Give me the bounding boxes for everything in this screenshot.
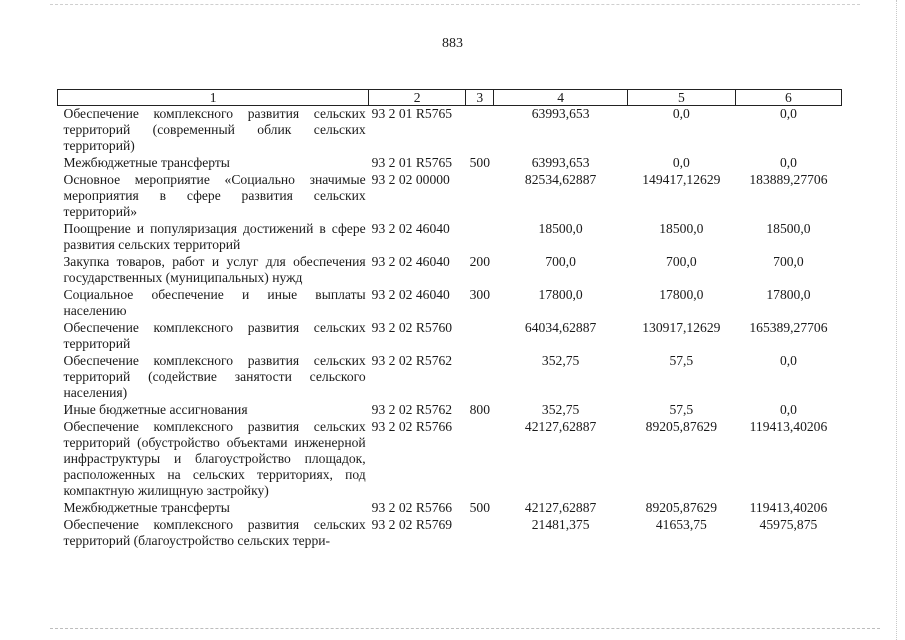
header-col-4: 4 <box>494 90 627 106</box>
cell-code: 93 2 02 00000 <box>371 172 450 187</box>
cell-value-4: 21481,375 <box>531 517 590 532</box>
scan-artifact-bottom <box>50 628 880 630</box>
cell-name: Обеспечение комплексного развития сельских территорий (содействие занятости сельского населения) <box>63 353 366 400</box>
cell-value-6: 0,0 <box>779 353 797 368</box>
cell-name: Социальное обеспечение и иные выплаты населению <box>63 287 366 318</box>
cell-value-5: 130917,12629 <box>642 320 721 335</box>
table-row <box>58 254 842 287</box>
cell-value-4: 64034,62887 <box>524 320 597 335</box>
cell-type <box>466 320 494 353</box>
cell-value-4: 42127,62887 <box>524 500 597 515</box>
cell-value-4: 63993,653 <box>531 106 590 121</box>
cell-code: 93 2 02 R5766 <box>371 500 453 515</box>
cell-value-5: 57,5 <box>669 353 694 368</box>
cell-value-4: 63993,653 <box>531 155 590 170</box>
cell-name: Закупка товаров, работ и услуг для обеспечения государственных (муниципальных) нужд <box>63 254 366 285</box>
cell-value-5: 41653,75 <box>655 517 707 532</box>
cell-type: 500 <box>469 500 490 515</box>
cell-value-4: 352,75 <box>541 402 580 417</box>
cell-code: 93 2 02 R5760 <box>371 320 453 335</box>
cell-value-5: 0,0 <box>672 155 690 170</box>
cell-value-4: 42127,62887 <box>524 419 597 434</box>
cell-code: 93 2 02 46040 <box>371 287 450 302</box>
table-row <box>58 402 842 419</box>
cell-value-4: 352,75 <box>541 353 580 368</box>
cell-name: Обеспечение комплексного развития сельских территорий (обустройство объектами инженерной инфраструктуры и благоустройство площадок, расположенных на сельских территориях, под компактную жилищную застройку) <box>63 419 366 498</box>
header-col-3: 3 <box>466 90 494 106</box>
cell-type: 500 <box>469 155 490 170</box>
cell-value-6: 0,0 <box>779 106 797 121</box>
cell-value-4: 82534,62887 <box>524 172 597 187</box>
header-col-1: 1 <box>58 90 369 106</box>
table-header-row <box>58 90 842 106</box>
cell-code: 93 2 02 R5762 <box>371 353 453 368</box>
page-number: 883 <box>442 36 463 51</box>
cell-value-6: 0,0 <box>779 155 797 170</box>
table-row <box>58 287 842 320</box>
cell-name: Основное мероприятие «Социально значимые мероприятия в сфере развития сельских территорий» <box>63 172 366 219</box>
scan-artifact-top <box>50 4 860 6</box>
cell-value-5: 18500,0 <box>659 221 704 236</box>
scan-artifact-edge <box>893 0 897 640</box>
cell-code: 93 2 01 R5765 <box>371 106 453 121</box>
cell-value-5: 700,0 <box>666 254 697 269</box>
cell-type: 200 <box>469 254 490 269</box>
cell-type <box>466 419 494 500</box>
cell-value-4: 17800,0 <box>538 287 583 302</box>
cell-name: Поощрение и популяризация достижений в сфере развития сельских территорий <box>63 221 366 252</box>
cell-value-5: 89205,87629 <box>645 500 718 515</box>
cell-value-5: 17800,0 <box>659 287 704 302</box>
cell-type <box>466 517 494 550</box>
cell-code: 93 2 02 R5762 <box>371 402 453 417</box>
cell-value-6: 700,0 <box>773 254 804 269</box>
table-row <box>58 320 842 353</box>
cell-value-5: 89205,87629 <box>645 419 718 434</box>
cell-code: 93 2 02 R5766 <box>371 419 453 434</box>
cell-value-6: 18500,0 <box>766 221 811 236</box>
cell-type: 300 <box>469 287 490 302</box>
cell-type: 800 <box>469 402 490 417</box>
cell-value-6: 119413,40206 <box>749 419 828 434</box>
table-row <box>58 106 842 156</box>
cell-code: 93 2 02 46040 <box>371 221 450 236</box>
table-body <box>58 106 842 551</box>
cell-value-4: 700,0 <box>545 254 576 269</box>
cell-value-6: 17800,0 <box>766 287 811 302</box>
cell-value-5: 0,0 <box>672 106 690 121</box>
table-row <box>58 221 842 254</box>
cell-name: Обеспечение комплексного развития сельских территорий <box>63 320 366 351</box>
cell-value-6: 165389,27706 <box>749 320 828 335</box>
cell-name: Межбюджетные трансферты <box>63 500 230 515</box>
cell-name: Обеспечение комплексного развития сельских территорий (благоустройство сельских терри- <box>63 517 366 548</box>
table-row <box>58 155 842 172</box>
cell-value-6: 45975,875 <box>759 517 818 532</box>
cell-name: Межбюджетные трансферты <box>63 155 230 170</box>
cell-code: 93 2 02 46040 <box>371 254 450 269</box>
table-row <box>58 172 842 221</box>
table-row <box>58 419 842 500</box>
cell-code: 93 2 01 R5765 <box>371 155 453 170</box>
cell-name: Иные бюджетные ассигнования <box>63 402 248 417</box>
cell-type <box>466 106 494 156</box>
cell-value-4: 18500,0 <box>538 221 583 236</box>
cell-type <box>466 353 494 402</box>
cell-value-5: 57,5 <box>669 402 694 417</box>
cell-value-5: 149417,12629 <box>642 172 721 187</box>
header-col-2: 2 <box>369 90 466 106</box>
cell-value-6: 183889,27706 <box>749 172 828 187</box>
table-row <box>58 517 842 550</box>
cell-type <box>466 172 494 221</box>
budget-table <box>57 89 842 550</box>
cell-value-6: 119413,40206 <box>749 500 828 515</box>
header-col-6: 6 <box>735 90 841 106</box>
cell-value-6: 0,0 <box>779 402 797 417</box>
table-row <box>58 500 842 517</box>
header-col-5: 5 <box>627 90 735 106</box>
cell-code: 93 2 02 R5769 <box>371 517 453 532</box>
cell-type <box>466 221 494 254</box>
table-row <box>58 353 842 402</box>
cell-name: Обеспечение комплексного развития сельских территорий (современный облик сельских территорий) <box>63 106 366 153</box>
